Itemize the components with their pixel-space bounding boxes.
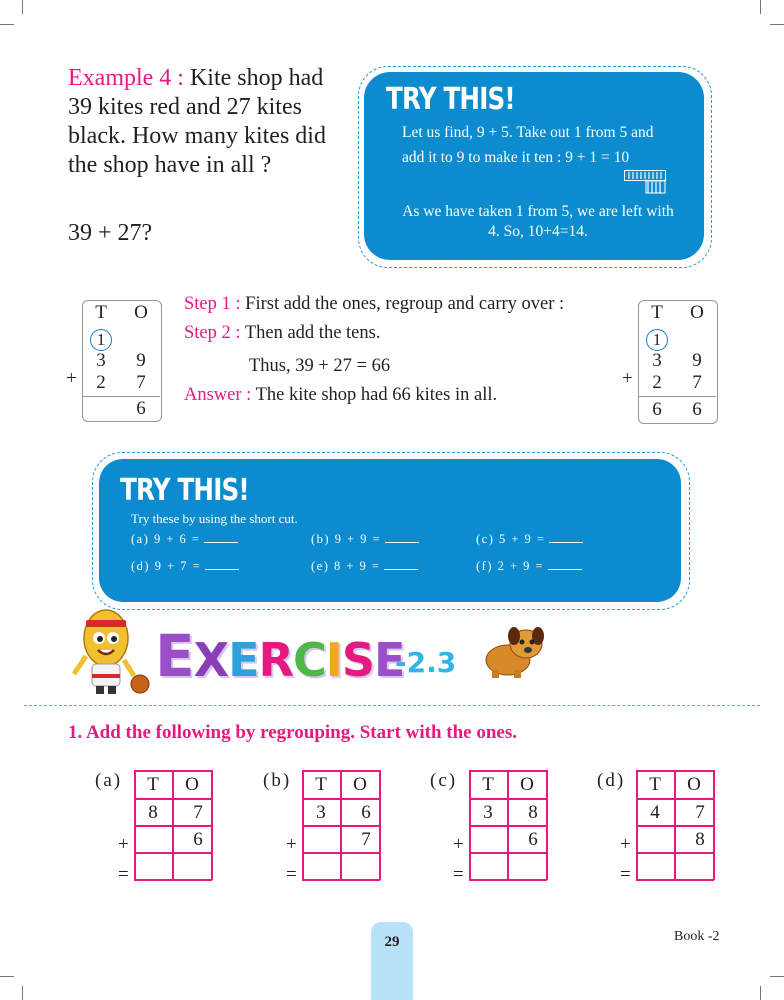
answer-blank — [385, 542, 419, 543]
right-result-t: 6 — [652, 399, 662, 420]
bottom-tens — [469, 825, 507, 852]
try-item-f — [476, 559, 582, 574]
header-t: T — [315, 774, 327, 795]
answer-text: The kite shop had 66 kites in all. — [255, 385, 498, 405]
problem-grid — [469, 770, 547, 880]
header-o: O — [353, 774, 367, 795]
try-item-c-text: (c) 5 + 9 = — [476, 532, 546, 546]
answer-blank — [205, 569, 239, 570]
right-carry — [646, 329, 668, 351]
try-item-b — [311, 532, 419, 547]
right-header-o: O — [690, 302, 704, 323]
right-result-o: 6 — [692, 399, 702, 420]
right-header-t: T — [651, 302, 663, 323]
problem-grid — [636, 770, 714, 880]
try-item-d — [131, 559, 239, 574]
header-o: O — [185, 774, 199, 795]
problem-label: (b) — [263, 770, 292, 791]
answer-blank — [548, 569, 582, 570]
left-header-o: O — [134, 302, 148, 323]
try-item-e — [311, 559, 418, 574]
step-2 — [184, 323, 380, 344]
answer-tens-cell[interactable] — [636, 852, 674, 879]
bottom-tens — [134, 825, 172, 852]
try-this-1-text2: As we have taken 1 from 5, we are left with 4. So, 10+4=14. — [402, 203, 674, 240]
right-row1-t: 3 — [652, 350, 662, 371]
try-item-a-text: (a) 9 + 6 = — [131, 532, 201, 546]
book-label: Book -2 — [674, 929, 720, 944]
top-tens: 3 — [316, 802, 326, 823]
answer-label: Answer : — [184, 385, 252, 405]
exercise-number: -2.3 — [395, 646, 457, 679]
step-1-label: Step 1 : — [184, 294, 241, 314]
plus-sign: + — [118, 834, 129, 855]
step-1 — [184, 294, 564, 315]
plus-sign: + — [453, 834, 464, 855]
answer-ones-cell[interactable] — [173, 852, 211, 879]
answer-ones-cell[interactable] — [341, 852, 379, 879]
carry-circle: 1 — [90, 329, 112, 351]
step-1-text: First add the ones, regroup and carry over : — [245, 294, 565, 314]
bottom-tens — [302, 825, 340, 852]
example-text — [68, 64, 338, 180]
header-o: O — [687, 774, 701, 795]
answer-blank — [549, 542, 583, 543]
step-2-label: Step 2 : — [184, 323, 241, 343]
left-row2-t: 2 — [96, 372, 106, 393]
problem-grid — [302, 770, 380, 880]
answer-ones-cell[interactable] — [508, 852, 546, 879]
plus-sign: + — [620, 834, 631, 855]
exercise-title — [155, 622, 404, 690]
header-t: T — [482, 774, 494, 795]
answer-blank — [204, 542, 238, 543]
dog-toy-illustration — [478, 622, 548, 682]
top-ones: 6 — [361, 802, 371, 823]
answer-tens-cell[interactable] — [134, 852, 172, 879]
try-item-d-text: (d) 9 + 7 = — [131, 559, 202, 573]
header-t: T — [649, 774, 661, 795]
left-result-o: 6 — [136, 398, 146, 419]
answer-blank — [384, 569, 418, 570]
right-plus: + — [622, 368, 633, 389]
mascot-boy-illustration — [62, 604, 154, 696]
equals-sign: = — [453, 864, 464, 885]
equals-sign: = — [286, 864, 297, 885]
top-ones: 8 — [528, 802, 538, 823]
top-tens: 8 — [148, 802, 158, 823]
right-row2-t: 2 — [652, 372, 662, 393]
carry-circle: 1 — [646, 329, 668, 351]
equals-sign: = — [118, 864, 129, 885]
example-label: Example 4 : — [68, 65, 184, 91]
left-row1-t: 3 — [96, 350, 106, 371]
left-plus: + — [66, 368, 77, 389]
question-1: 1. Add the following by regrouping. Start with the ones. — [68, 722, 518, 743]
problem-grid — [134, 770, 212, 880]
top-tens: 3 — [483, 802, 493, 823]
problem-label: (a) — [95, 770, 123, 791]
bottom-tens — [636, 825, 674, 852]
right-row2-o: 7 — [692, 372, 702, 393]
left-row1-o: 9 — [136, 350, 146, 371]
try-item-b-text: (b) 9 + 9 = — [311, 532, 382, 546]
thus-line: Thus, 39 + 27 = 66 — [249, 356, 391, 376]
header-t: T — [147, 774, 159, 795]
try-item-a — [131, 532, 238, 547]
try-item-c — [476, 532, 583, 547]
left-to-table — [82, 300, 160, 420]
problem-label: (c) — [430, 770, 458, 791]
right-to-table — [638, 300, 716, 422]
bottom-ones: 7 — [361, 829, 371, 850]
try-this-2-title: TRY THIS! — [120, 473, 249, 508]
section-divider — [24, 705, 760, 706]
example-body: Kite shop had 39 kites red and 27 kites black. How many kites did the shop have in all ? — [68, 65, 326, 178]
plus-sign: + — [286, 834, 297, 855]
answer-ones-cell[interactable] — [675, 852, 713, 879]
bottom-ones: 6 — [193, 829, 203, 850]
top-ones: 7 — [193, 802, 203, 823]
answer — [184, 385, 497, 406]
header-o: O — [520, 774, 534, 795]
left-header-t: T — [95, 302, 107, 323]
problem-label: (d) — [597, 770, 626, 791]
exercise-word: EXERCISE — [155, 622, 405, 690]
answer-tens-cell[interactable] — [302, 852, 340, 879]
top-tens: 4 — [650, 802, 660, 823]
page-number: 29 — [384, 934, 400, 950]
right-row1-o: 9 — [692, 350, 702, 371]
abacus-icon — [624, 170, 666, 194]
example-expression: 39 + 27? — [68, 220, 153, 246]
try-item-f-text: (f) 2 + 9 = — [476, 559, 545, 573]
try-this-1-title: TRY THIS! — [386, 82, 515, 117]
try-this-1-text: Let us find, 9 + 5. Take out 1 from 5 and add it to 9 to make it ten : 9 + 1 = 10 — [402, 124, 654, 166]
left-row2-o: 7 — [136, 372, 146, 393]
try-this-2-subtitle: Try these by using the short cut. — [131, 511, 298, 526]
top-ones: 7 — [695, 802, 705, 823]
answer-tens-cell[interactable] — [469, 852, 507, 879]
step-2-text: Then add the tens. — [244, 323, 381, 343]
equals-sign: = — [620, 864, 631, 885]
bottom-ones: 6 — [528, 829, 538, 850]
bottom-ones: 8 — [695, 829, 705, 850]
left-carry — [90, 329, 112, 351]
try-item-e-text: (e) 8 + 9 = — [311, 559, 381, 573]
